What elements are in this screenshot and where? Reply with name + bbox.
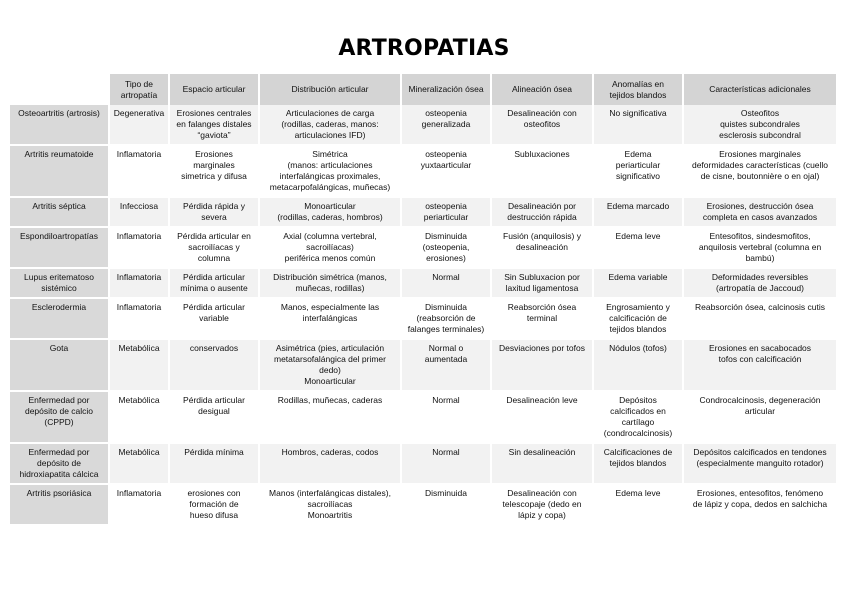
cell-disease: Espondiloartropatías: [10, 228, 110, 269]
cell-mineralizacion: Normal: [402, 444, 492, 485]
cell-mineralizacion: osteopenia generalizada: [402, 105, 492, 146]
cell-tipo: Inflamatoria: [110, 485, 170, 526]
table-row: [10, 444, 838, 485]
cell-alineacion: Subluxaciones: [492, 146, 594, 198]
cell-mineralizacion: osteopenia yuxtaarticular: [402, 146, 492, 198]
table-row: [10, 105, 838, 146]
cell-distribucion: Monoarticular (rodillas, caderas, hombros): [260, 198, 402, 228]
cell-disease: Gota: [10, 340, 110, 392]
header-row: [10, 74, 838, 105]
cell-anomalias: Calcificaciones de tejidos blandos: [594, 444, 684, 485]
table-row: [10, 392, 838, 444]
table-row: [10, 269, 838, 299]
cell-tipo: Inflamatoria: [110, 228, 170, 269]
cell-disease: Esclerodermia: [10, 299, 110, 340]
cell-anomalias: Edema periarticular significativo: [594, 146, 684, 198]
cell-espacio: erosiones con formación de hueso difusa: [170, 485, 260, 526]
cell-distribucion: Articulaciones de carga (rodillas, caderas, manos: articulaciones IFD): [260, 105, 402, 146]
cell-mineralizacion: Disminuida (reabsorción de falanges terminales): [402, 299, 492, 340]
cell-caracteristicas: Entesofitos, sindesmofitos, anquilosis vertebral (columna en bambú): [684, 228, 838, 269]
cell-caracteristicas: Erosiones, entesofitos, fenómeno de lápiz y copa, dedos en salchicha: [684, 485, 838, 526]
cell-anomalias: Engrosamiento y calcificación de tejidos blandos: [594, 299, 684, 340]
cell-distribucion: Axial (columna vertebral, sacroilíacas) periférica menos común: [260, 228, 402, 269]
cell-disease: Enfermedad por depósito de calcio (CPPD): [10, 392, 110, 444]
table-row: [10, 485, 838, 526]
cell-alineacion: Sin Subluxacion por laxitud ligamentosa: [492, 269, 594, 299]
header-cell-empty: [10, 74, 110, 105]
cell-espacio: Pérdida articular variable: [170, 299, 260, 340]
cell-distribucion: Hombros, caderas, codos: [260, 444, 402, 485]
cell-caracteristicas: Erosiones, destrucción ósea completa en casos avanzados: [684, 198, 838, 228]
cell-caracteristicas: Erosiones en sacabocados tofos con calcificación: [684, 340, 838, 392]
table-row: [10, 198, 838, 228]
table-row: [10, 228, 838, 269]
cell-caracteristicas: Depósitos calcificados en tendones (especialmente manguito rotador): [684, 444, 838, 485]
header-cell-alineacion: Alineación ósea: [492, 74, 594, 105]
cell-anomalias: No significativa: [594, 105, 684, 146]
cell-disease: Artritis séptica: [10, 198, 110, 228]
cell-alineacion: Sin desalineación: [492, 444, 594, 485]
cell-caracteristicas: Erosiones marginales deformidades características (cuello de cisne, boutonnière o en ojal): [684, 146, 838, 198]
cell-disease: Lupus eritematoso sistémico: [10, 269, 110, 299]
cell-distribucion: Simétrica (manos: articulaciones interfalángicas proximales, metacarpofalángicas, muñecas): [260, 146, 402, 198]
cell-espacio: Pérdida rápida y severa: [170, 198, 260, 228]
cell-caracteristicas: Condrocalcinosis, degeneración articular: [684, 392, 838, 444]
cell-anomalias: Depósitos calcificados en cartílago (condrocalcinosis): [594, 392, 684, 444]
cell-anomalias: Edema leve: [594, 228, 684, 269]
cell-disease: Enfermedad por depósito de hidroxiapatita cálcica: [10, 444, 110, 485]
cell-tipo: Inflamatoria: [110, 269, 170, 299]
cell-distribucion: Distribución simétrica (manos, muñecas, rodillas): [260, 269, 402, 299]
header-cell-caracteristicas: Características adicionales: [684, 74, 838, 105]
cell-caracteristicas: Reabsorción ósea, calcinosis cutis: [684, 299, 838, 340]
header-cell-distribucion: Distribución articular: [260, 74, 402, 105]
cell-espacio: Pérdida mínima: [170, 444, 260, 485]
table-row: [10, 299, 838, 340]
cell-mineralizacion: Normal: [402, 269, 492, 299]
cell-distribucion: Manos (interfalángicas distales), sacroilíacas Monoartritis: [260, 485, 402, 526]
cell-anomalias: Nódulos (tofos): [594, 340, 684, 392]
cell-mineralizacion: Normal: [402, 392, 492, 444]
cell-alineacion: Desalineación con osteofitos: [492, 105, 594, 146]
cell-mineralizacion: osteopenia periarticular: [402, 198, 492, 228]
cell-tipo: Inflamatoria: [110, 299, 170, 340]
cell-mineralizacion: Disminuida (osteopenia, erosiones): [402, 228, 492, 269]
cell-distribucion: Manos, especialmente las interfalángicas: [260, 299, 402, 340]
cell-tipo: Inflamatoria: [110, 146, 170, 198]
cell-espacio: Erosiones marginales simetrica y difusa: [170, 146, 260, 198]
cell-alineacion: Desalineación por destrucción rápida: [492, 198, 594, 228]
page-title: ARTROPATIAS: [338, 36, 510, 61]
cell-anomalias: Edema leve: [594, 485, 684, 526]
cell-tipo: Degenerativa: [110, 105, 170, 146]
cell-alineacion: Desviaciones por tofos: [492, 340, 594, 392]
cell-anomalias: Edema variable: [594, 269, 684, 299]
table-row: [10, 340, 838, 392]
cell-disease: Artritis reumatoide: [10, 146, 110, 198]
cell-alineacion: Desalineación leve: [492, 392, 594, 444]
cell-mineralizacion: Normal o aumentada: [402, 340, 492, 392]
cell-espacio: Erosiones centrales en falanges distales “gaviota”: [170, 105, 260, 146]
cell-tipo: Metabólica: [110, 340, 170, 392]
cell-espacio: conservados: [170, 340, 260, 392]
cell-tipo: Metabólica: [110, 444, 170, 485]
cell-espacio: Pérdida articular desigual: [170, 392, 260, 444]
table-body: [10, 105, 838, 526]
header-cell-anomalias: Anomalías en tejidos blandos: [594, 74, 684, 105]
header-cell-tipo: Tipo de artropatía: [110, 74, 170, 105]
cell-espacio: Pérdida articular en sacroilíacas y columna: [170, 228, 260, 269]
cell-distribucion: Rodillas, muñecas, caderas: [260, 392, 402, 444]
cell-alineacion: Fusión (anquilosis) y desalineación: [492, 228, 594, 269]
cell-anomalias: Edema marcado: [594, 198, 684, 228]
cell-distribucion: Asimétrica (pies, articulación metatarsofalángica del primer dedo) Monoarticular: [260, 340, 402, 392]
header-cell-mineralizacion: Mineralización ósea: [402, 74, 492, 105]
cell-espacio: Pérdida articular mínima o ausente: [170, 269, 260, 299]
cell-alineacion: Reabsorción ósea terminal: [492, 299, 594, 340]
cell-mineralizacion: Disminuida: [402, 485, 492, 526]
artropatias-table: [10, 74, 838, 526]
cell-caracteristicas: Osteofitos quistes subcondrales esclerosis subcondral: [684, 105, 838, 146]
cell-tipo: Metabólica: [110, 392, 170, 444]
cell-alineacion: Desalineación con telescopaje (dedo en lápiz y copa): [492, 485, 594, 526]
cell-disease: Artritis psoriásica: [10, 485, 110, 526]
cell-disease: Osteoartritis (artrosis): [10, 105, 110, 146]
table-row: [10, 146, 838, 198]
cell-caracteristicas: Deformidades reversibles (artropatía de Jaccoud): [684, 269, 838, 299]
cell-tipo: Infecciosa: [110, 198, 170, 228]
header-cell-espacio: Espacio articular: [170, 74, 260, 105]
